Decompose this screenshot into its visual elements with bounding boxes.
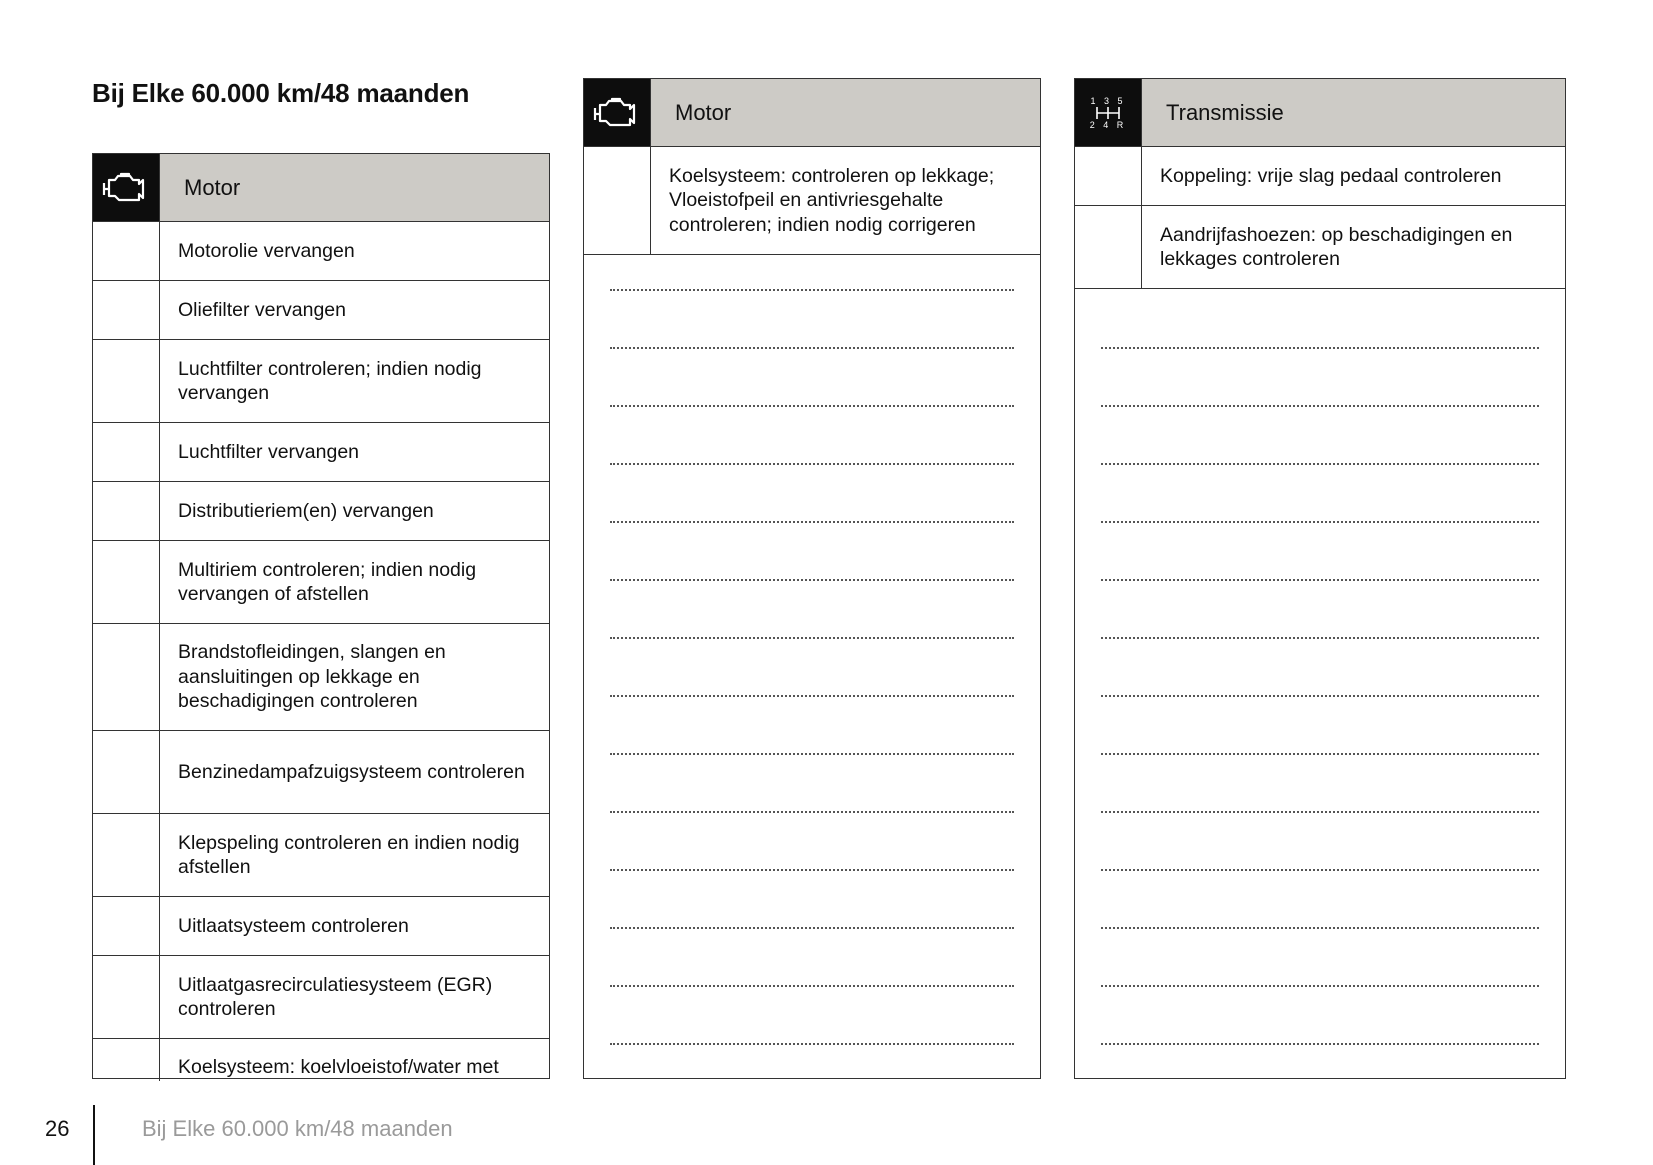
table-row [93, 281, 549, 340]
note-line[interactable] [610, 927, 1014, 929]
table-header [93, 154, 549, 222]
row-text: Koelsysteem: koelvloeistof/water met [178, 1056, 499, 1078]
gearshift-icon [1075, 79, 1142, 146]
row-text: Aandrijfashoezen: op beschadigingen en lekkages controleren [1160, 223, 1513, 270]
table-row [93, 624, 549, 731]
page-title: Bij Elke 60.000 km/48 maanden [92, 78, 470, 108]
note-line[interactable] [610, 869, 1014, 871]
table-row [1075, 147, 1565, 206]
row-text: Oliefilter vervangen [178, 298, 346, 321]
engine-icon [584, 79, 651, 146]
note-line[interactable] [1101, 521, 1539, 523]
table-header-label: Motor [675, 99, 732, 125]
note-line[interactable] [610, 985, 1014, 987]
row-text: Luchtfilter controleren; indien nodig vervangen [178, 357, 482, 404]
row-text: Motorolie vervangen [178, 239, 355, 262]
checkbox-cell[interactable] [93, 814, 160, 896]
note-line[interactable] [610, 695, 1014, 697]
checkbox-cell[interactable] [93, 1039, 160, 1081]
checkbox-cell[interactable] [93, 222, 160, 280]
table-header-label: Motor [184, 174, 241, 200]
checkbox-cell[interactable] [93, 624, 160, 730]
page-number: 26 [45, 1116, 70, 1141]
checkbox-cell[interactable] [93, 541, 160, 623]
row-text: Luchtfilter vervangen [178, 440, 360, 463]
table-header [584, 79, 1040, 147]
checkbox-cell[interactable] [584, 147, 651, 254]
note-line[interactable] [1101, 347, 1539, 349]
note-line[interactable] [1101, 579, 1539, 581]
gear-top-label: 1 3 5 [1090, 95, 1126, 106]
table-row [93, 222, 549, 281]
checkbox-cell[interactable] [1075, 147, 1142, 205]
table-header-label: Transmissie [1166, 99, 1284, 125]
table-row [93, 340, 549, 423]
note-line[interactable] [1101, 927, 1539, 929]
checkbox-cell[interactable] [93, 482, 160, 540]
note-line[interactable] [1101, 405, 1539, 407]
transmissie-table [1074, 78, 1566, 1079]
row-text: Benzinedampafzuigsysteem controleren [178, 760, 525, 783]
table-row [93, 814, 549, 897]
table-row [1075, 206, 1565, 289]
checkbox-cell[interactable] [1075, 206, 1142, 288]
note-line[interactable] [1101, 811, 1539, 813]
row-text: Uitlaatsysteem controleren [178, 914, 409, 937]
motor-notes-table [583, 78, 1041, 1079]
row-text: Multiriem controleren; indien nodig vervangen of afstellen [178, 558, 477, 605]
checkbox-cell[interactable] [93, 897, 160, 955]
note-line[interactable] [610, 463, 1014, 465]
note-line[interactable] [610, 347, 1014, 349]
row-text: Koelsysteem: controleren op lekkage; Vloeistofpeil en antivriesgehalte controleren; indien nodig corrigeren [669, 164, 995, 236]
engine-icon [93, 154, 160, 221]
table-row [93, 956, 549, 1039]
checkbox-cell[interactable] [93, 731, 160, 813]
note-line[interactable] [1101, 869, 1539, 871]
note-line[interactable] [610, 1043, 1014, 1045]
note-line[interactable] [1101, 463, 1539, 465]
note-line[interactable] [1101, 985, 1539, 987]
note-line[interactable] [610, 521, 1014, 523]
table-row [93, 1039, 549, 1081]
note-line[interactable] [610, 405, 1014, 407]
note-line[interactable] [610, 811, 1014, 813]
footer-section-title: Bij Elke 60.000 km/48 maanden [142, 1116, 453, 1141]
row-text: Klepspeling controleren en indien nodig afstellen [178, 831, 520, 878]
checkbox-cell[interactable] [93, 956, 160, 1038]
note-line[interactable] [610, 753, 1014, 755]
gear-bottom-label: 2 4 R [1089, 119, 1127, 130]
table-row [93, 423, 549, 482]
note-line[interactable] [1101, 1043, 1539, 1045]
table-row [93, 731, 549, 814]
note-line[interactable] [610, 637, 1014, 639]
footer-divider [93, 1105, 95, 1165]
checkbox-cell[interactable] [93, 423, 160, 481]
note-line[interactable] [610, 289, 1014, 291]
checkbox-cell[interactable] [93, 340, 160, 422]
checkbox-cell[interactable] [93, 281, 160, 339]
row-text: Distributieriem(en) vervangen [178, 499, 434, 522]
motor-checklist-table [92, 153, 550, 1079]
table-row [93, 482, 549, 541]
table-row [93, 897, 549, 956]
table-header [1075, 79, 1565, 147]
note-line[interactable] [610, 579, 1014, 581]
note-line[interactable] [1101, 637, 1539, 639]
table-row [584, 147, 1040, 255]
row-text: Uitlaatgasrecirculatiesysteem (EGR) controleren [178, 973, 493, 1020]
row-text: Koppeling: vrije slag pedaal controleren [1160, 164, 1502, 187]
note-line[interactable] [1101, 753, 1539, 755]
table-row [93, 541, 549, 624]
note-line[interactable] [1101, 695, 1539, 697]
row-text: Brandstofleidingen, slangen en aansluitingen op lekkage en beschadigingen controleren [178, 641, 446, 713]
